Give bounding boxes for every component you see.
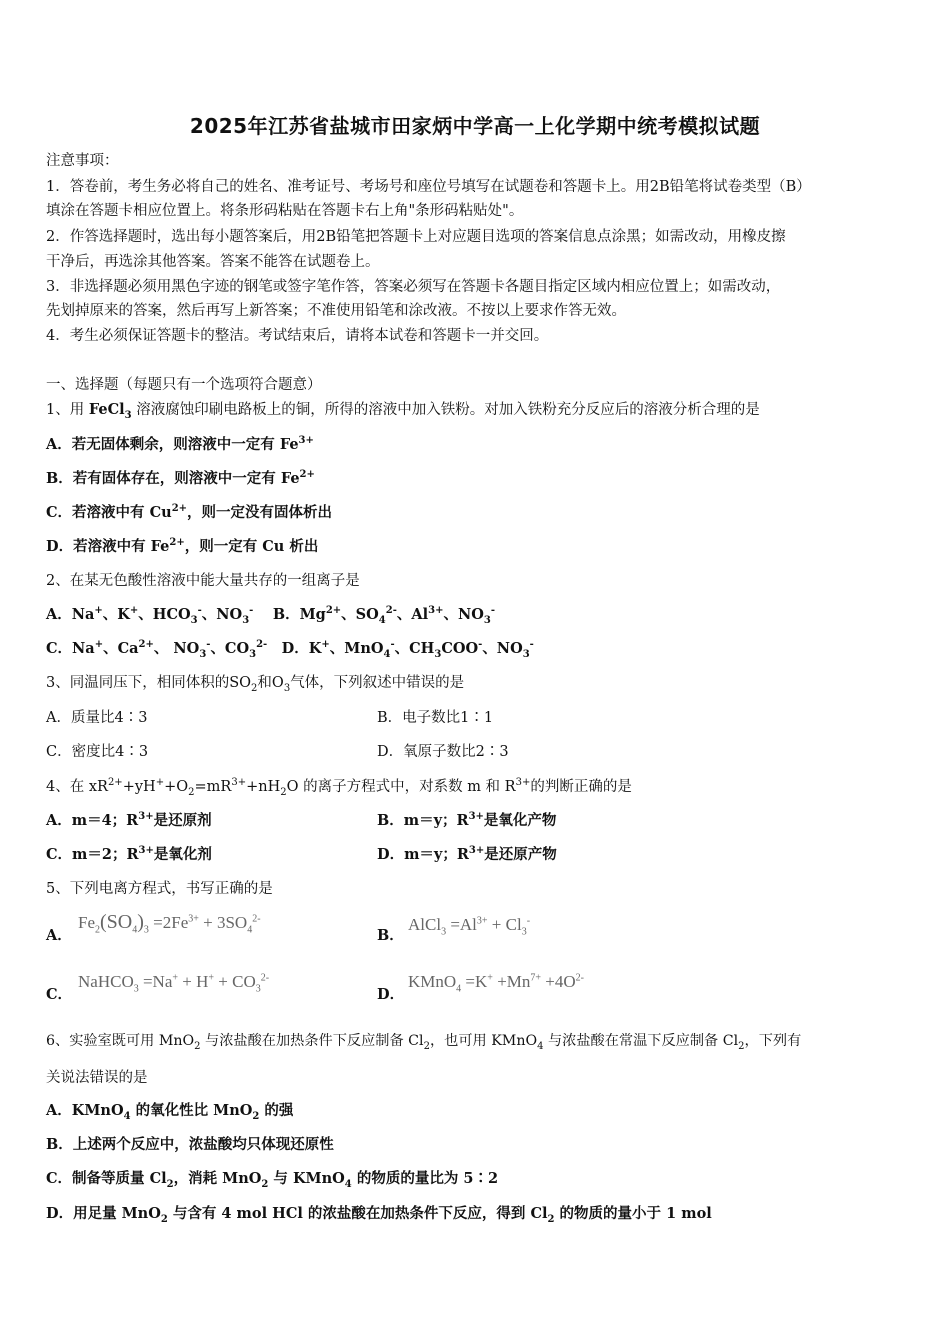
- question-4-option-b: B．m＝y；$R^{3+}$是氧化产物: [377, 811, 557, 829]
- notice-line: 3．非选择题必须用黑色字迹的钢笔或签字笔作答，答案必须写在答题卡各题目指定区域内相应位置上；如需改动，: [46, 279, 781, 295]
- question-2-options-ab: A．Na+、K+、$HCO_3^-$、$NO_3^-$ B．$Mg^{2+}$、$SO_4^{2-}$、$Al^{3+}$、$NO_3^-$: [46, 605, 495, 626]
- notice-line: 先划掉原来的答案，然后再写上新答案；不准使用铅笔和涂改液。不按以上要求作答无效。: [46, 303, 626, 319]
- question-4-option-d: D．m＝y；$R^{3+}$是还原产物: [377, 845, 557, 863]
- question-5-option-b-formula: AlCl$_3$ $=Al^{3+} + Cl_3^-$: [408, 915, 531, 938]
- question-2-stem: 2、在某无色酸性溶液中能大量共存的一组离子是: [46, 573, 360, 589]
- notice-line: 填涂在答题卡相应位置上。将条形码粘贴在答题卡右上角"条形码粘贴处"。: [46, 203, 524, 219]
- question-1-stem: 1、用 FeCl$_3$ 溶液腐蚀印刷电路板上的铜，所得的溶液中加入铁粉。对加入铁粉充分反应后的溶液分析合理的是: [46, 401, 760, 421]
- question-5-option-d-formula: KMnO$_4$ $=K^+ +Mn^{7+} +4O^{2-}$: [408, 972, 584, 995]
- question-1-option-c: C．若溶液中有 $Cu^{2+}$，则一定没有固体析出: [46, 503, 333, 521]
- question-4-option-a: A．m＝4；$R^{3+}$是还原剂: [46, 811, 212, 829]
- question-4-stem: 4、在 $xR^{2+}+yH^++O_2=mR^{3+}+nH_2O$ 的离子方程式中，对系数 m 和 $R^{3+}$的判断正确的是: [46, 777, 632, 798]
- question-6-option-b: B．上述两个反应中，浓盐酸均只体现还原性: [46, 1136, 334, 1153]
- question-1-option-b: B．若有固体存在，则溶液中一定有 $Fe^{2+}$: [46, 469, 315, 487]
- question-3-option-c: C．密度比4∶3: [46, 744, 149, 760]
- notice-line: 4．考生必须保证答题卡的整洁。考试结束后，请将本试卷和答题卡一并交回。: [46, 328, 549, 344]
- question-6-stem: 6、实验室既可用 MnO$_2$ 与浓盐酸在加热条件下反应制备 $Cl_2$，也可用 KMnO$_4$ 与浓盐酸在常温下反应制备 $Cl_2$，下列有: [46, 1033, 802, 1052]
- question-4-option-c: C．m＝2；$R^{3+}$是氧化剂: [46, 845, 212, 863]
- question-2-options-cd: C．Na+、$Ca^{2+}$、 $NO_3^-$、$CO_3^{2-}$ D．K+、MnO$_4$-、$CH_3COO^-$、$NO_3^-$: [46, 639, 534, 660]
- notice-line: 干净后，再选涂其他答案。答案不能答在试题卷上。: [46, 254, 380, 270]
- question-1-option-d: D．若溶液中有 $Fe^{2+}$，则一定有 Cu 析出: [46, 537, 319, 555]
- page-title: 2025年江苏省盐城市田家炳中学高一上化学期中统考模拟试题: [189, 114, 761, 138]
- question-5-option-a-formula: $Fe_2(SO_4)_3 =2Fe^{3+} + 3SO_4^{2-}$: [78, 911, 261, 936]
- section-heading: 一、选择题（每题只有一个选项符合题意）: [46, 377, 322, 393]
- question-5-option-b-label: B．: [377, 927, 404, 944]
- notice-heading: 注意事项：: [46, 153, 119, 169]
- question-5-option-d-label: D．: [377, 986, 405, 1003]
- question-6-option-a: A．KMnO$_4$ 的氧化性比 MnO$_2$ 的强: [46, 1102, 294, 1122]
- question-3-option-b: B．电子数比1∶1: [377, 710, 494, 726]
- question-3-option-a: A．质量比4∶3: [46, 710, 148, 726]
- question-3-stem: 3、同温同压下，相同体积的$SO_2$和$O_3$气体，下列叙述中错误的是: [46, 675, 465, 694]
- question-3-option-d: D．氧原子数比2∶3: [377, 744, 509, 760]
- question-5-option-c-label: C．: [46, 986, 73, 1003]
- question-1-option-a: A．若无固体剩余，则溶液中一定有 $Fe^{3+}$: [46, 435, 314, 453]
- question-5-option-c-formula: NaHCO$_3$ $=Na^+ + H^+ + CO_3^{2-}$: [78, 972, 270, 995]
- notice-line: 2．作答选择题时，选出每小题答案后，用2B铅笔把答题卡上对应题目选项的答案信息点涂黑；如需改动，用橡皮擦: [46, 229, 786, 245]
- question-6-option-c: C．制备等质量 $Cl_2$，消耗 MnO$_2$ 与 KMnO$_4$ 的物质的量比为 5∶2: [46, 1170, 499, 1190]
- question-5-option-a-label: A．: [46, 927, 72, 944]
- notice-line: 1．答卷前，考生务必将自己的姓名、准考证号、考场号和座位号填写在试题卷和答题卡上。用2B铅笔将试卷类型（B）: [46, 179, 811, 195]
- question-6-option-d: D．用足量 MnO$_2$ 与含有 4 mol HCl 的浓盐酸在加热条件下反应，得到 $Cl_2$ 的物质的量小于 1 mol: [46, 1205, 712, 1225]
- question-6-stem-continued: 关说法错误的是: [46, 1070, 148, 1086]
- question-5-stem: 5、下列电离方程式，书写正确的是: [46, 881, 273, 897]
